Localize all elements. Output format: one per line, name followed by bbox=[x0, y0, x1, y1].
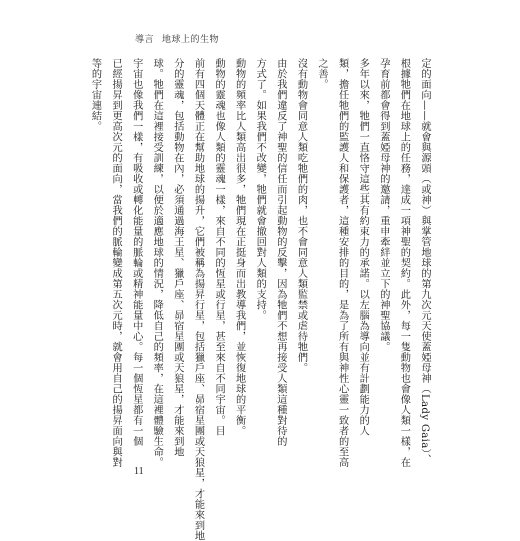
chapter-title: 地球上的生物 bbox=[162, 35, 220, 45]
text-column: 多年以來，牠們一直恪守這些其有約束力的承諾。以左腦為導向並有計劃能力的人 bbox=[357, 58, 369, 436]
text-column: 之善。 bbox=[316, 58, 328, 90]
text-column: 類，擔任牠們的監護人和保護者，這種安排的目的，是為了所有與神性心靈一致者的至高 bbox=[336, 58, 348, 468]
text-column: 等的宇宙連結。 bbox=[89, 58, 101, 132]
text-column: 方式了。如果我們不改變，牠們就會撤回對人類的支持。 bbox=[254, 58, 266, 321]
section-label: 導言 bbox=[135, 35, 155, 45]
text-column: 球。牠們在這裡接受訓練，以便於適應地球的情況，降低自己的頻率，在這裡體驗生命。 bbox=[151, 58, 163, 468]
text-column: 根據牠們在地球上的任務，達成一項神聖的契約。此外，每一隻動物也會像人類一樣，在 bbox=[398, 58, 410, 468]
text-column: 分的靈魂，包括動物在內，必須通過海王星、獵戶座、昴宿星團或天狼星，才能來到地 bbox=[171, 58, 183, 457]
text-column: 前有四個天體正在幫助地球的揚升，它們被稱為揚昇行星，包括獵戶座、昴宿星團或天狼星，才能來到地 bbox=[192, 58, 204, 541]
text-column: 由於我們違反了神聖的信任而引起動物的反擊，因為牠們不想再接受人類這種對待的 bbox=[274, 58, 286, 447]
page-number: 11 bbox=[134, 466, 144, 477]
text-column: 宇宙也像我們一樣，有吸收或轉化能量的脈輪或精神能量中心。每一個恆星都有一個 bbox=[130, 58, 142, 447]
text-column: 沒有動物會同意人類吃牠們的肉，也不會同意人類監禁或虐待牠們。 bbox=[295, 58, 307, 373]
text-column: 定的面向——就會與源頭（或神）與掌管地球的第九次元天使蓋婭母神（Lady Gaia）、 bbox=[419, 58, 430, 465]
text-column: 動物的頻率比人類高出很多，牠們現在正挺身而出教導我們，並恢復地球的平衡。 bbox=[233, 58, 245, 436]
text-column: 孕育前都會得到蓋婭母神的邀請，重申牽絆並立下的神聖協議。 bbox=[377, 58, 389, 352]
text-column: 已經揚昇到更高次元的面向，當我們的脈輪變成第五次元時，就會用自己的揚昇面向與對 bbox=[110, 58, 122, 468]
text-column: 動物的靈魂也像人類的靈魂一樣，來自不同的恆星或行星，甚至來自不同宇宙。目 bbox=[213, 58, 225, 436]
running-head bbox=[135, 32, 219, 45]
